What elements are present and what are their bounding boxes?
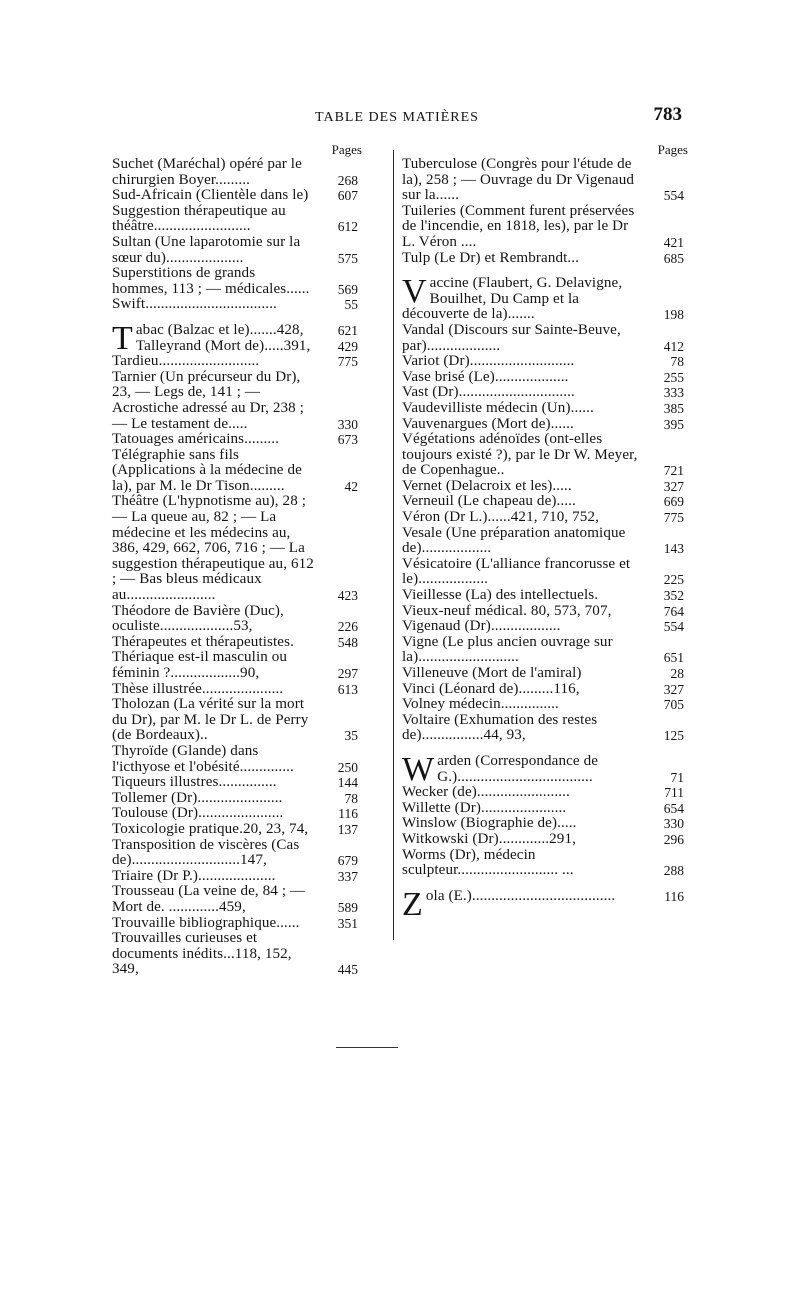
index-entry: [112, 432, 358, 448]
entry-page-number: 352: [663, 588, 684, 604]
index-entry: [112, 775, 358, 791]
entry-page-number: 78: [670, 354, 684, 370]
index-entry: [402, 619, 684, 635]
index-entry: [402, 385, 684, 401]
entry-page-number: 385: [663, 400, 684, 416]
entry-page-number: 250: [337, 759, 358, 775]
entry-text: Vinci (Léonard de).........116,: [402, 680, 580, 697]
entry-text: Sud-Africain (Clientèle dans le): [112, 187, 309, 204]
entry-text: Triaire (Dr P.)....................: [112, 867, 276, 884]
entry-text: Winslow (Biographie de).....: [402, 815, 577, 832]
entry-text: Variot (Dr)...........................: [402, 353, 575, 370]
entry-page-number: 198: [663, 307, 684, 323]
entry-page-number: 621: [337, 322, 358, 338]
entry-page-number: 225: [663, 572, 684, 588]
index-entry: [112, 157, 358, 188]
entry-page-number: 651: [663, 650, 684, 666]
entry-page-number: 337: [337, 868, 358, 884]
index-entry: [112, 354, 358, 370]
entry-page-number: 775: [663, 510, 684, 526]
entry-page-number: 554: [663, 188, 684, 204]
index-entry: [112, 838, 358, 869]
index-entry: [112, 682, 358, 698]
index-column-left: [112, 142, 362, 978]
index-entry: [402, 204, 684, 251]
index-column-right: [402, 142, 688, 923]
index-entry: [112, 806, 358, 822]
entry-page-number: 589: [337, 899, 358, 915]
entry-page-number: 327: [663, 681, 684, 697]
entry-text: Thyroïde (Glande) dans l'icthyose et l'obésité..............: [112, 742, 294, 775]
index-entry: [402, 816, 684, 832]
entry-text: Verneuil (Le chapeau de).....: [402, 493, 576, 510]
entry-text: Tatouages américains.........: [112, 431, 279, 448]
entry-text: Vieux-neuf médical. 80, 573, 707,: [402, 602, 612, 619]
entry-text: Télégraphie sans fils (Applications à la médecine de la), par M. le Dr Tison.........: [112, 446, 302, 494]
index-entry: [112, 635, 358, 651]
entry-text: Suggestion thérapeutique au théâtre.........................: [112, 202, 286, 235]
index-entry: [112, 869, 358, 885]
entry-text: Willette (Dr)......................: [402, 799, 567, 816]
entry-page-number: 429: [337, 338, 358, 354]
entry-page-number: 711: [664, 785, 684, 801]
index-entry: [402, 557, 684, 588]
entry-page-number: 268: [337, 172, 358, 188]
entry-text: Wecker (de)........................: [402, 784, 570, 801]
index-entry: [402, 832, 684, 848]
entry-text: [402, 750, 640, 788]
entry-text: Théâtre (L'hypnotisme au), 28 ; — La queue au, 82 ; — La médecine et les médecins au, 386, 429, 662, 706, 716 ; — La suggestion thérapeutique au, 612 ; — Bas bleus médicaux au.......................: [112, 493, 314, 604]
entry-text-rest: accine (Flaubert, G. Delavigne, Bouilhet, Du Camp et la découverte de la).......: [402, 275, 623, 323]
entry-text: Thérapeutes et thérapeutistes.: [112, 633, 294, 650]
index-entry: [402, 494, 684, 510]
entry-text: Sultan (Une laparotomie sur la sœur du)....................: [112, 233, 301, 266]
entry-text: Tarnier (Un précurseur du Dr), 23, — Legs de, 141 ; — Acrostiche adressé au Dr, 238 ; — Le testament de.....: [112, 368, 304, 432]
index-entry: [402, 370, 684, 386]
index-entry: [112, 297, 358, 313]
index-entry: [402, 885, 684, 923]
entry-text: Vauvenargues (Mort de)......: [402, 415, 574, 432]
entry-text: [402, 273, 640, 323]
entry-page-number: 330: [663, 816, 684, 832]
entry-text: Tollemer (Dr)......................: [112, 789, 283, 806]
entry-text: Villeneuve (Mort de l'amiral): [402, 665, 582, 681]
index-entry: [402, 635, 684, 666]
entry-page-number: 330: [337, 416, 358, 432]
index-entry: [402, 354, 684, 370]
entry-page-number: 296: [663, 831, 684, 847]
entry-page-number: 71: [670, 769, 684, 785]
entry-text: Tholozan (La vérité sur la mort du Dr), par M. le Dr L. de Perry (de Bordeaux)..: [112, 696, 309, 744]
index-entry: [402, 479, 684, 495]
entry-page-number: 116: [338, 806, 358, 822]
entry-text: Worms (Dr), médecin sculpteur.......................... ...: [402, 846, 574, 879]
entry-page-number: 137: [337, 821, 358, 837]
index-entry: [402, 417, 684, 433]
entry-text: Tulp (Le Dr) et Rembrandt...: [402, 249, 580, 266]
entry-page-number: 548: [337, 634, 358, 650]
index-entry: [402, 848, 684, 879]
entry-text: Vésicatoire (L'alliance francorusse et le)..................: [402, 555, 631, 588]
index-entry: [112, 744, 358, 775]
entry-text: Tiqueurs illustres...............: [112, 774, 277, 791]
entry-page-number: 673: [337, 432, 358, 448]
entry-page-number: 679: [337, 853, 358, 869]
entry-text: Superstitions de grands hommes, 113 ; — médicales......: [112, 265, 310, 297]
entry-page-number: 607: [337, 188, 358, 204]
entry-text: Toulouse (Dr)......................: [112, 805, 284, 822]
entry-text: Trousseau (La veine de, 84 ; — Mort de. .............459,: [112, 883, 306, 915]
index-entry: [112, 494, 358, 603]
index-entry: [402, 801, 684, 817]
index-entry: [112, 822, 358, 838]
index-entry: [112, 931, 358, 978]
entry-page-number: 685: [663, 250, 684, 266]
entry-page-number: 654: [663, 800, 684, 816]
entry-text: Thèse illustrée.....................: [112, 680, 284, 697]
entry-page-number: 333: [663, 385, 684, 401]
entry-page-number: 78: [344, 790, 358, 806]
entry-page-number: 395: [663, 416, 684, 432]
entry-text: Vesale (Une préparation anatomique de)..................: [402, 524, 626, 557]
entry-text: Vieillesse (La) des intellectuels.: [402, 587, 599, 604]
entry-text-rest: arden (Correspondance de G.)...................................: [437, 752, 599, 785]
entry-text: Vandal (Discours sur Sainte-Beuve, par)...................: [402, 321, 621, 354]
entry-page-number: 554: [663, 619, 684, 635]
drop-cap-letter: V: [402, 273, 427, 311]
index-entry: [402, 401, 684, 417]
index-entry: [402, 526, 684, 557]
entry-text-rest: ola (E.).....................................: [425, 887, 616, 904]
entry-page-number: 226: [337, 619, 358, 635]
entry-text: Witkowski (Dr).............291,: [402, 830, 576, 847]
index-entry: [112, 266, 358, 297]
entry-page-number: 42: [344, 478, 358, 494]
index-entry: [112, 916, 358, 932]
entry-page-number: 351: [337, 915, 358, 931]
entry-page-number: 764: [663, 603, 684, 619]
entry-page-number: 613: [337, 681, 358, 697]
entry-text: Tuileries (Comment furent préservées de l'incendie, en 1818, les), par le Dr L. Véron ....: [402, 202, 635, 250]
entry-page-number: 412: [663, 338, 684, 354]
drop-cap-letter: Z: [402, 885, 423, 923]
entry-page-number: 721: [663, 463, 684, 479]
entry-page-number: 775: [337, 354, 358, 370]
page-number: 783: [653, 104, 682, 125]
entry-page-number: 125: [663, 728, 684, 744]
column-divider: [393, 150, 394, 940]
index-entry: [402, 750, 684, 788]
entry-page-number: 144: [337, 775, 358, 791]
entry-text: Vigne (Le plus ancien ouvrage sur la)..........................: [402, 633, 613, 666]
index-entry: [402, 604, 684, 620]
index-entry: [402, 682, 684, 698]
index-entry: [402, 588, 684, 604]
entry-text: Théodore de Bavière (Duc), oculiste...................53,: [112, 602, 284, 635]
entry-text: Végétations adénoïdes (ont-elles toujours existé ?), par le Dr W. Meyer, de Copenhague..: [402, 431, 638, 479]
end-rule: [336, 1047, 398, 1048]
entry-page-number: 255: [663, 369, 684, 385]
entry-page-number: 421: [663, 234, 684, 250]
index-entry: [402, 157, 684, 204]
entry-text: Swift..................................: [112, 296, 277, 313]
entry-text: Vigenaud (Dr)..................: [402, 618, 561, 635]
index-entry: [112, 650, 358, 681]
index-entry: [112, 604, 358, 635]
entry-page-number: 55: [344, 297, 358, 313]
index-entry: [402, 432, 684, 479]
drop-cap-letter: T: [112, 319, 133, 357]
index-entry: [112, 697, 358, 744]
index-entry: [112, 188, 358, 204]
entry-text: Vase brisé (Le)...................: [402, 368, 569, 385]
entry-text: Transposition de viscères (Cas de)............................147,: [112, 836, 300, 869]
entry-text: Tardieu..........................: [112, 353, 260, 370]
entry-page-number: 143: [663, 541, 684, 557]
entry-page-number: 288: [663, 863, 684, 879]
entry-text: Trouvailles curieuses et documents inédits...118, 152, 349,: [112, 930, 292, 978]
index-entry: [402, 251, 684, 267]
entry-text: Tuberculose (Congrès pour l'étude de la), 258 ; — Ouvrage du Dr Vigenaud sur la......: [402, 156, 635, 204]
entry-text: Vaudevilliste médecin (Un)......: [402, 399, 594, 416]
entry-text: Vast (Dr)..............................: [402, 384, 575, 401]
index-entry: [402, 785, 684, 801]
index-entry: [112, 339, 358, 355]
entry-text: Trouvaille bibliographique......: [112, 914, 300, 931]
index-entry: [112, 370, 358, 432]
index-entry: [112, 448, 358, 495]
entry-text: Voltaire (Exhumation des restes de)................44, 93,: [402, 711, 598, 744]
entry-text: Vernet (Delacroix et les).....: [402, 477, 572, 494]
pages-column-label: Pages: [657, 142, 688, 157]
entry-page-number: 669: [663, 494, 684, 510]
entry-text-rest: abac (Balzac et le).......428,: [135, 321, 304, 338]
running-head: [112, 104, 682, 132]
index-entry: [402, 273, 684, 323]
index-entry: [112, 204, 358, 235]
entry-page-number: 327: [663, 478, 684, 494]
entry-text: Toxicologie pratique.20, 23, 74,: [112, 820, 309, 837]
entry-text: Véron (Dr L.)......421, 710, 752,: [402, 509, 599, 526]
entry-page-number: 297: [337, 666, 358, 681]
entry-text: Thériaque est-il masculin ou féminin ?..................90,: [112, 649, 288, 681]
entry-page-number: 445: [337, 962, 358, 978]
index-entry: [402, 713, 684, 744]
index-entry: [402, 697, 684, 713]
page-title: TABLE DES MATIÈRES: [315, 110, 479, 125]
entry-page-number: 569: [337, 281, 358, 297]
index-entry: [402, 666, 684, 682]
entry-page-number: 705: [663, 697, 684, 713]
index-entry: [402, 510, 684, 526]
index-entry: [402, 323, 684, 354]
entry-page-number: 35: [344, 728, 358, 744]
entry-page-number: 116: [664, 888, 684, 904]
entry-text: [402, 885, 640, 923]
pages-column-label: Pages: [331, 142, 362, 157]
drop-cap-letter: W: [402, 750, 435, 788]
index-entry: [112, 791, 358, 807]
index-entry: [112, 235, 358, 266]
entry-page-number: 423: [337, 588, 358, 604]
entry-text: Suchet (Maréchal) opéré par le chirurgien Boyer.........: [112, 156, 302, 188]
entry-page-number: 575: [337, 250, 358, 266]
entry-page-number: 28: [670, 666, 684, 681]
entry-page-number: 612: [337, 219, 358, 235]
entry-text: Talleyrand (Mort de).....391,: [135, 337, 311, 354]
index-entry: [112, 884, 358, 915]
entry-text: Volney médecin...............: [402, 696, 559, 713]
